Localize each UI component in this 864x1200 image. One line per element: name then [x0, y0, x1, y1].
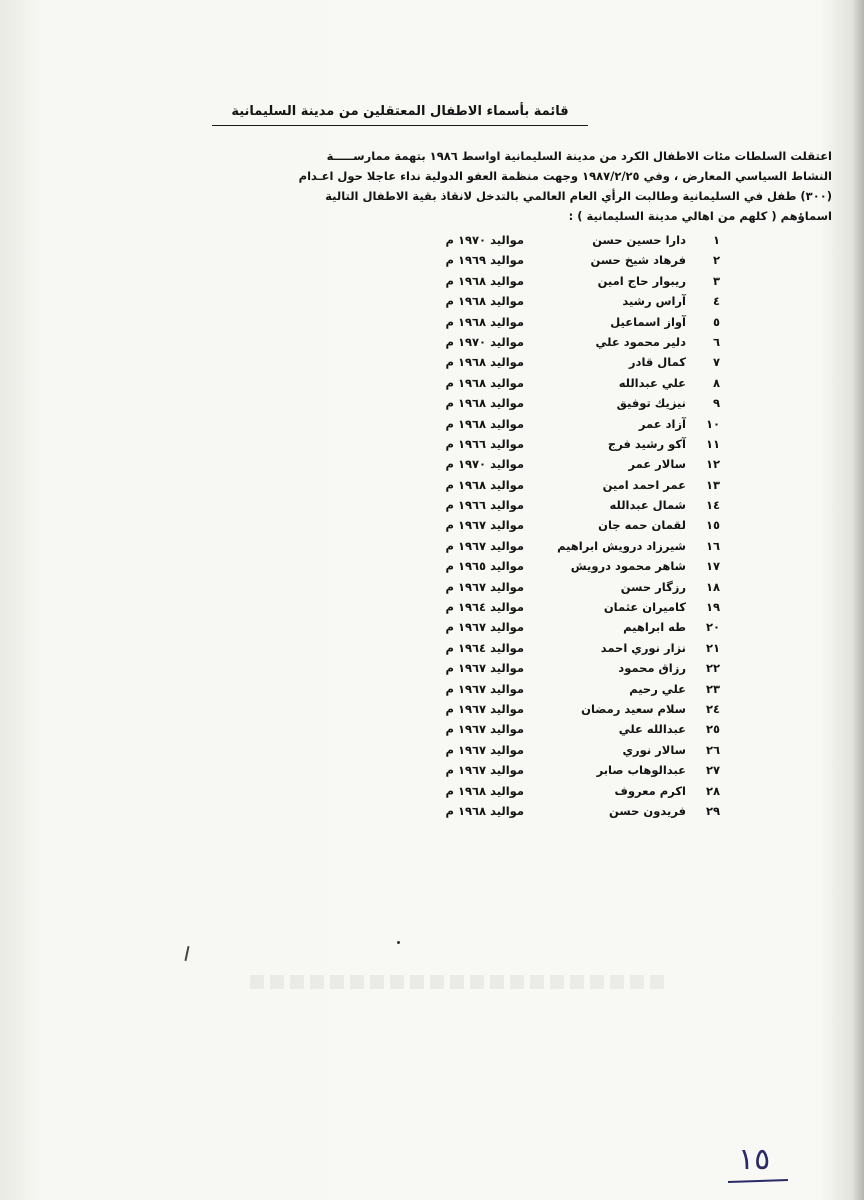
list-item: [380, 617, 720, 637]
list-item-number: ١٢: [705, 457, 720, 472]
list-item-number: ٨: [712, 375, 720, 390]
child-name: سالار عمر: [628, 457, 686, 472]
birth-year: مواليد ١٩٦٧ م: [445, 661, 524, 676]
birth-year: مواليد ١٩٦٨ م: [445, 396, 524, 411]
page-number-underline: [728, 1179, 788, 1183]
list-item: [380, 781, 720, 801]
list-item-number: ٢٠: [705, 620, 720, 635]
page-edge-shadow: [852, 0, 864, 1200]
birth-year: مواليد ١٩٦٨ م: [445, 355, 524, 370]
birth-year: مواليد ١٩٧٠ م: [445, 457, 524, 472]
list-item-number: ٢٢: [705, 661, 720, 676]
child-name: نيزيك توفيق: [616, 396, 686, 411]
intro-line: اعتقلت السلطات مئات الاطفال الكرد من مدينة السليمانية اواسط ١٩٨٦ بتهمة ممارســـــة: [326, 149, 832, 163]
child-name: آزاد عمر: [638, 416, 686, 431]
child-name: عبدالله علي: [618, 722, 686, 737]
list-item: [380, 801, 720, 821]
list-item: [380, 414, 720, 434]
list-item-number: ١٣: [705, 477, 720, 492]
birth-year: مواليد ١٩٦٨ م: [445, 416, 524, 431]
child-name: سلام سعيد رمضان: [581, 701, 686, 716]
list-item: [380, 699, 720, 719]
child-name: فرهاد شيخ حسن: [590, 253, 686, 268]
birth-year: مواليد ١٩٦٨ م: [445, 294, 524, 309]
child-name: كمال قادر: [628, 355, 686, 370]
list-item-number: ١٨: [705, 579, 720, 594]
list-item-number: ٢٣: [705, 681, 720, 696]
birth-year: مواليد ١٩٦٦ م: [445, 498, 524, 513]
list-item: [380, 393, 720, 413]
birth-year: مواليد ١٩٦٧ م: [445, 538, 524, 553]
list-item: [380, 495, 720, 515]
list-item: [380, 577, 720, 597]
list-item: [380, 454, 720, 474]
list-item: [380, 373, 720, 393]
birth-year: مواليد ١٩٦٧ م: [445, 620, 524, 635]
list-item-number: ١٥: [705, 518, 720, 533]
ink-slash-mark: [184, 946, 189, 961]
list-item-number: ١٤: [705, 498, 720, 513]
child-name: اكرم معروف: [614, 783, 686, 798]
child-name: لقمان حمه جان: [598, 518, 686, 533]
list-item: [380, 271, 720, 291]
list-item-number: ٦: [712, 334, 720, 349]
title-underline: [212, 125, 588, 126]
list-item: [380, 250, 720, 270]
birth-year: مواليد ١٩٧٠ م: [445, 233, 524, 247]
list-item: [380, 719, 720, 739]
intro-line: اسماؤهم ( كلهم من اهالي مدينة السليمانية ) :: [568, 209, 832, 223]
list-item-number: ٢: [712, 253, 720, 268]
list-item: [380, 556, 720, 576]
page-number: ١٥: [738, 1142, 771, 1177]
birth-year: مواليد ١٩٦٨ م: [445, 375, 524, 390]
birth-year: مواليد ١٩٧٠ م: [445, 334, 524, 349]
list-item: [380, 332, 720, 352]
birth-year: مواليد ١٩٦٥ م: [445, 559, 524, 574]
child-name: سالار نوري: [622, 742, 686, 757]
list-item: [380, 638, 720, 658]
intro-paragraph: [90, 146, 832, 226]
child-name: شاهر محمود درويش: [570, 559, 686, 574]
child-name: طه ابراهيم: [623, 620, 686, 635]
list-item-number: ٢١: [705, 640, 720, 655]
child-name: علي رحيم: [629, 681, 686, 696]
child-name: كاميران عثمان: [603, 600, 686, 615]
list-item-number: ٢٤: [705, 701, 720, 716]
list-item-number: ٤: [712, 294, 720, 309]
child-name: رزاق محمود: [618, 661, 686, 676]
birth-year: مواليد ١٩٦٩ م: [445, 253, 524, 268]
list-item-number: ٥: [712, 314, 720, 329]
children-list: [380, 230, 720, 821]
list-item-number: ٢٨: [705, 783, 720, 798]
list-item: [380, 475, 720, 495]
list-item-number: ١: [712, 233, 720, 247]
list-item-number: ١٦: [705, 538, 720, 553]
birth-year: مواليد ١٩٦٧ م: [445, 722, 524, 737]
list-item: [380, 515, 720, 535]
list-item: [380, 536, 720, 556]
list-item: [380, 740, 720, 760]
list-item-number: ٢٧: [705, 763, 720, 778]
list-item-number: ١١: [705, 436, 720, 451]
birth-year: مواليد ١٩٦٨ م: [445, 314, 524, 329]
birth-year: مواليد ١٩٦٧ م: [445, 518, 524, 533]
list-item: [380, 679, 720, 699]
document-title: قائمة بأسماء الاطفال المعتقلين من مدينة السليمانية: [231, 104, 569, 119]
birth-year: مواليد ١٩٦٧ م: [445, 742, 524, 757]
list-item-number: ٣: [712, 273, 720, 288]
list-item: [380, 352, 720, 372]
list-item: [380, 434, 720, 454]
list-item-number: ٩: [712, 396, 720, 411]
list-item: [380, 760, 720, 780]
ink-dot-mark: [397, 941, 400, 944]
child-name: رزگار حسن: [620, 579, 686, 594]
birth-year: مواليد ١٩٦٨ م: [445, 783, 524, 798]
birth-year: مواليد ١٩٦٧ م: [445, 681, 524, 696]
list-item-number: ٢٦: [705, 742, 720, 757]
child-name: شمال عبدالله: [609, 498, 686, 513]
child-name: آكو رشيد فرج: [607, 436, 686, 451]
intro-line: النشاط السياسي المعارض ، وفي ١٩٨٧/٢/٢٥ وجهت منظمة العفو الدولية نداء عاجلا حول اعـدام: [298, 169, 832, 183]
birth-year: مواليد ١٩٦٤ م: [445, 600, 524, 615]
list-item-number: ١٩: [705, 600, 720, 615]
list-item: [380, 658, 720, 678]
child-name: عمر احمد امين: [602, 477, 686, 492]
bleed-through-text: [250, 975, 670, 989]
birth-year: مواليد ١٩٦٧ م: [445, 579, 524, 594]
list-item-number: ١٧: [705, 559, 720, 574]
child-name: علي عبدالله: [618, 375, 686, 390]
list-item: [380, 291, 720, 311]
child-name: شيرزاد درويش ابراهيم: [557, 538, 686, 553]
list-item: [380, 312, 720, 332]
child-name: آواز اسماعيل: [610, 314, 686, 329]
birth-year: مواليد ١٩٦٨ م: [445, 477, 524, 492]
child-name: ريبوار حاج امين: [597, 273, 686, 288]
child-name: دلير محمود علي: [595, 334, 686, 349]
birth-year: مواليد ١٩٦٨ م: [445, 273, 524, 288]
child-name: نزار نوري احمد: [600, 640, 686, 655]
birth-year: مواليد ١٩٦٨ م: [445, 803, 524, 818]
child-name: عبدالوهاب صابر: [596, 763, 686, 778]
list-item: [380, 597, 720, 617]
child-name: دارا حسين حسن: [592, 233, 686, 247]
list-item-number: ٧: [712, 355, 720, 370]
list-item-number: ٢٩: [705, 803, 720, 818]
birth-year: مواليد ١٩٦٤ م: [445, 640, 524, 655]
list-item-number: ١٠: [705, 416, 720, 431]
child-name: فريدون حسن: [609, 803, 686, 818]
birth-year: مواليد ١٩٦٧ م: [445, 701, 524, 716]
list-item: [380, 230, 720, 250]
intro-line: (٣٠٠) طفل في السليمانية وطالبت الرأي العام العالمي بالتدخل لانقاذ بقية الاطفال التالية: [325, 189, 832, 203]
list-item-number: ٢٥: [705, 722, 720, 737]
birth-year: مواليد ١٩٦٧ م: [445, 763, 524, 778]
birth-year: مواليد ١٩٦٦ م: [445, 436, 524, 451]
child-name: آراس رشيد: [622, 294, 686, 309]
